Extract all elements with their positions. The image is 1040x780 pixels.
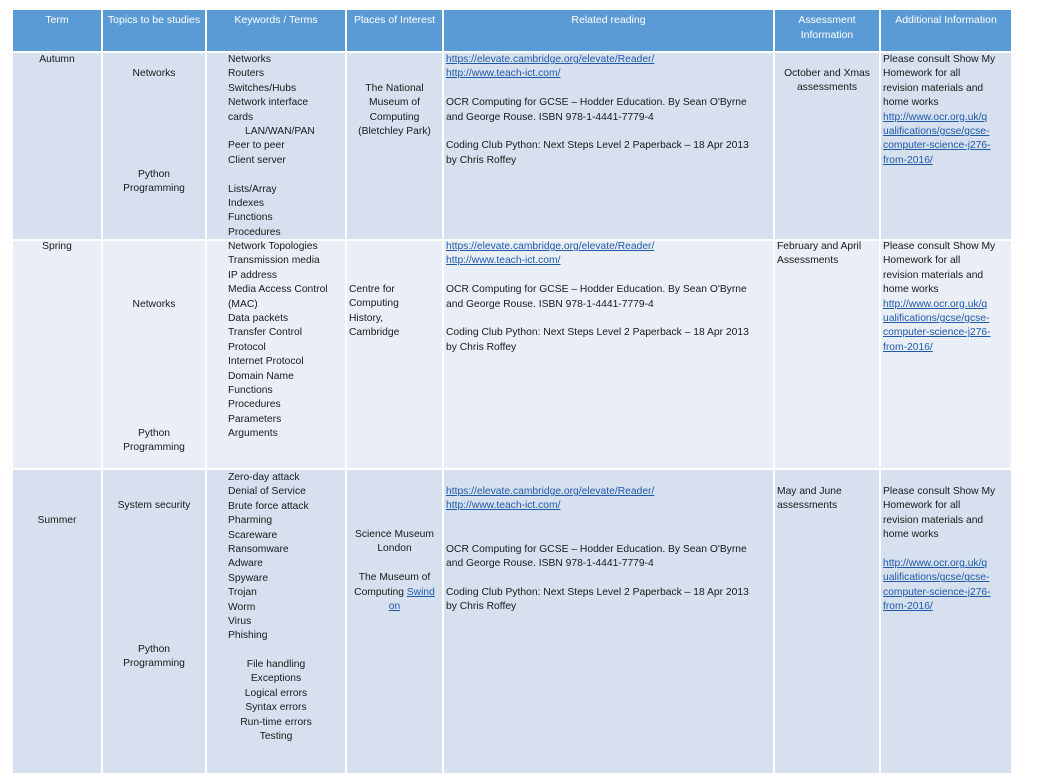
swindon-link[interactable]: Swind xyxy=(406,586,435,598)
keyword-spacer xyxy=(228,168,343,182)
autumn-keywords xyxy=(228,53,343,240)
spring-keywords xyxy=(228,240,346,442)
ocr-link[interactable]: from-2016/ xyxy=(883,154,933,166)
keyword: Media Access Control xyxy=(228,284,328,296)
summer-term-label: Summer xyxy=(37,515,77,526)
keyword: Logical errors xyxy=(244,687,308,699)
keyword: Phishing xyxy=(228,630,268,642)
autumn-reading xyxy=(446,53,771,168)
keyword: Spyware xyxy=(228,572,269,584)
spring-reading xyxy=(446,240,771,355)
summer-row-bg-assessment xyxy=(775,470,879,773)
place-line: Cambridge xyxy=(349,327,400,339)
autumn-topic-python-l1: Python xyxy=(137,169,171,180)
elevate-reader-link[interactable]: https://elevate.cambridge.org/elevate/Reader/ xyxy=(446,486,655,497)
place-line: History, xyxy=(349,312,384,324)
additional-line: Please consult Show My xyxy=(883,54,996,65)
keyword: Functions xyxy=(228,212,273,224)
reading-book-2-line-2: by Chris Roffey xyxy=(446,154,517,166)
keyword: Internet Protocol xyxy=(228,356,304,368)
swindon-link-cont[interactable]: on xyxy=(388,601,401,613)
place-line: Museum of xyxy=(369,97,420,109)
reading-book-1-line-1: OCR Computing for GCSE – Hodder Education. By Sean O'Byrne xyxy=(446,97,747,109)
spacer xyxy=(446,514,771,528)
keyword: Transmission media xyxy=(228,255,320,267)
reading-book-2-line-1: Coding Club Python: Next Steps Level 2 Paperback – 18 Apr 2013 xyxy=(446,586,749,598)
keyword: Functions xyxy=(228,385,273,397)
summer-topic-python-l2: Programming xyxy=(123,658,185,670)
place-line: Science Museum xyxy=(355,529,434,540)
summer-keywords xyxy=(228,471,346,644)
keyword: Testing xyxy=(259,731,293,743)
spacer xyxy=(347,557,442,571)
keyword: Switches/Hubs xyxy=(228,82,297,94)
elevate-reader-link[interactable]: https://elevate.cambridge.org/elevate/Reader/ xyxy=(446,241,655,252)
keyword: Network interface xyxy=(228,97,309,109)
keyword: Denial of Service xyxy=(228,486,306,498)
additional-line: revision materials and xyxy=(883,269,984,281)
summer-keywords-python xyxy=(207,658,345,744)
autumn-topic-python xyxy=(103,168,205,197)
place-text: Computing xyxy=(354,586,407,598)
keyword: Trojan xyxy=(228,587,257,599)
keyword: Syntax errors xyxy=(245,702,307,714)
keyword: Protocol xyxy=(228,341,266,353)
ocr-link[interactable]: computer-science-j276- xyxy=(883,327,991,339)
spacer xyxy=(446,125,771,139)
spacer xyxy=(446,571,771,585)
autumn-topic-python-l2: Programming xyxy=(123,183,185,195)
keyword: Ransomware xyxy=(228,544,289,556)
ocr-link[interactable]: computer-science-j276- xyxy=(883,586,991,598)
header-reading: Related reading xyxy=(444,10,773,51)
teach-ict-link[interactable]: http://www.teach-ict.com/ xyxy=(446,68,561,80)
keyword: Routers xyxy=(228,68,265,80)
summer-topic-python-l1: Python xyxy=(137,644,171,655)
assessment-line-2: assessments xyxy=(777,500,838,512)
additional-line: Homework for all xyxy=(883,255,961,267)
keyword: Procedures xyxy=(228,399,281,411)
header-additional: Additional Information xyxy=(881,10,1011,51)
keyword: Worm xyxy=(228,601,256,613)
assessment-line-1: February and April xyxy=(777,241,862,252)
assessment-line-2: assessments xyxy=(796,82,858,94)
keyword: Run-time errors xyxy=(240,716,312,728)
additional-line: revision materials and xyxy=(883,514,984,526)
spring-term-label: Spring xyxy=(42,241,72,252)
ocr-link[interactable]: ualifications/gcse/gcse- xyxy=(883,572,990,584)
assessment-line-1: October and Xmas xyxy=(784,68,870,79)
keyword: Domain Name xyxy=(228,370,294,382)
keyword: Adware xyxy=(228,558,263,570)
header-places: Places of Interest xyxy=(347,10,442,51)
ocr-link[interactable]: computer-science-j276- xyxy=(883,140,991,152)
summer-topic-python xyxy=(103,643,205,672)
reading-book-1-line-2: and George Rouse. ISBN 978-1-4441-7779-4 xyxy=(446,298,654,310)
spacer xyxy=(883,543,1010,557)
place-line: Computing xyxy=(349,298,399,310)
place-line: Computing xyxy=(369,111,420,123)
additional-line: Please consult Show My xyxy=(883,241,996,252)
keyword: Procedures xyxy=(228,226,281,238)
reading-book-1-line-1: OCR Computing for GCSE – Hodder Education. By Sean O'Byrne xyxy=(446,543,747,555)
assessment-line-2: Assessments xyxy=(777,255,839,267)
additional-line: Homework for all xyxy=(883,500,961,512)
reading-book-2-line-2: by Chris Roffey xyxy=(446,341,517,353)
header-topics: Topics to be studies xyxy=(103,10,205,51)
keyword: Pharming xyxy=(228,515,273,527)
teach-ict-link[interactable]: http://www.teach-ict.com/ xyxy=(446,255,561,267)
keyword: Lists/Array xyxy=(228,183,277,195)
autumn-additional xyxy=(883,53,1010,168)
elevate-reader-link[interactable]: https://elevate.cambridge.org/elevate/Reader/ xyxy=(446,54,655,65)
spring-additional xyxy=(883,240,1010,355)
spring-topic-python xyxy=(103,427,205,456)
keyword: Parameters xyxy=(228,413,282,425)
keyword: LAN/WAN/PAN xyxy=(245,126,315,138)
additional-line: home works xyxy=(883,529,939,541)
keyword: Virus xyxy=(228,616,252,628)
place-line: The National xyxy=(365,83,424,94)
curriculum-table xyxy=(13,10,1011,773)
header-assessment: Assessment Information xyxy=(775,10,879,51)
reading-book-2-line-1: Coding Club Python: Next Steps Level 2 Paperback – 18 Apr 2013 xyxy=(446,140,749,152)
spring-topic-python-l1: Python xyxy=(137,428,171,439)
summer-places xyxy=(347,528,442,614)
keyword: (MAC) xyxy=(228,298,258,310)
spacer xyxy=(446,312,771,326)
ocr-link[interactable]: from-2016/ xyxy=(883,601,933,613)
keyword: cards xyxy=(228,111,254,123)
autumn-assessment xyxy=(775,67,879,96)
keyword: Transfer Control xyxy=(228,327,303,339)
keyword: Client server xyxy=(228,154,286,166)
additional-line: revision materials and xyxy=(883,82,984,94)
additional-line: Please consult Show My xyxy=(883,486,996,497)
keyword: Networks xyxy=(228,54,271,65)
reading-book-2-line-1: Coding Club Python: Next Steps Level 2 Paperback – 18 Apr 2013 xyxy=(446,327,749,339)
teach-ict-link[interactable]: http://www.teach-ict.com/ xyxy=(446,500,561,512)
place-line: London xyxy=(377,543,412,555)
spring-assessment xyxy=(777,240,879,269)
header-keywords: Keywords / Terms xyxy=(207,10,345,51)
ocr-link[interactable]: http://www.ocr.org.uk/q xyxy=(883,558,988,570)
keyword: Data packets xyxy=(228,313,289,325)
place-line: (Bletchley Park) xyxy=(358,126,431,138)
spring-row-bg-assessment xyxy=(775,241,879,468)
keyword: File handling xyxy=(246,659,306,670)
autumn-row-bg-term xyxy=(13,53,101,239)
autumn-term-label: Autumn xyxy=(39,54,75,65)
ocr-link[interactable]: ualifications/gcse/gcse- xyxy=(883,313,990,325)
keyword: Arguments xyxy=(228,428,278,440)
keyword: Brute force attack xyxy=(228,500,309,512)
spring-topic-python-l2: Programming xyxy=(123,442,185,454)
additional-line: Homework for all xyxy=(883,68,961,80)
reading-book-1-line-2: and George Rouse. ISBN 978-1-4441-7779-4 xyxy=(446,111,654,123)
spring-row-bg-places xyxy=(347,241,442,468)
assessment-line-1: May and June xyxy=(777,486,842,497)
ocr-link[interactable]: from-2016/ xyxy=(883,341,933,353)
place-line: The Museum of xyxy=(358,572,431,584)
autumn-topic-networks: Networks xyxy=(132,68,176,79)
summer-row-bg-places xyxy=(347,470,442,773)
reading-book-1-line-1: OCR Computing for GCSE – Hodder Education. By Sean O'Byrne xyxy=(446,284,747,296)
header-term: Term xyxy=(13,10,101,51)
keyword: IP address xyxy=(228,269,278,281)
autumn-places xyxy=(347,82,442,140)
reading-book-1-line-2: and George Rouse. ISBN 978-1-4441-7779-4 xyxy=(446,558,654,569)
spring-topic-networks: Networks xyxy=(132,299,176,310)
place-line: Centre for xyxy=(349,284,395,295)
summer-assessment xyxy=(777,485,879,514)
reading-book-2-line-2: by Chris Roffey xyxy=(446,601,517,613)
spring-places xyxy=(349,283,441,341)
summer-row-bg-topics xyxy=(103,470,205,773)
summer-topic-security: System security xyxy=(117,500,191,511)
spring-row-bg-term xyxy=(13,241,101,468)
ocr-link[interactable]: http://www.ocr.org.uk/q xyxy=(883,111,988,123)
place-line-computing xyxy=(347,586,442,600)
keyword: Network Topologies xyxy=(228,241,318,252)
keyword: Peer to peer xyxy=(228,140,285,152)
summer-additional xyxy=(883,485,1010,615)
ocr-link[interactable]: ualifications/gcse/gcse- xyxy=(883,126,990,138)
keyword: Zero-day attack xyxy=(228,472,300,483)
additional-line: home works xyxy=(883,284,939,296)
keyword: Indexes xyxy=(228,198,265,210)
keyword: Scareware xyxy=(228,529,278,541)
additional-line: home works xyxy=(883,97,939,109)
spacer xyxy=(446,528,771,542)
keyword: Exceptions xyxy=(250,673,302,685)
ocr-link[interactable]: http://www.ocr.org.uk/q xyxy=(883,298,988,310)
autumn-row-bg-places xyxy=(347,53,442,239)
summer-reading xyxy=(446,485,771,615)
spacer xyxy=(446,82,771,96)
spacer xyxy=(446,269,771,283)
